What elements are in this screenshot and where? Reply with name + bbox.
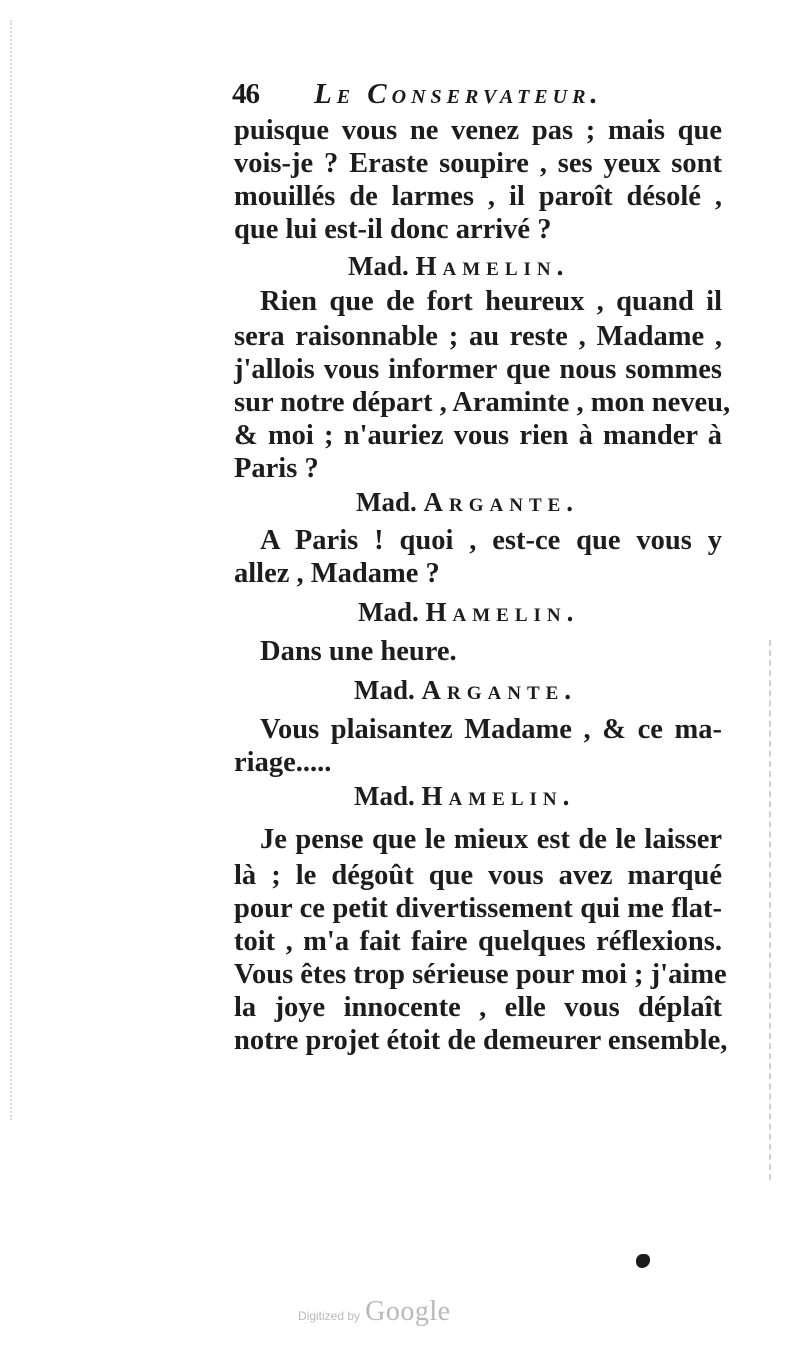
text-line: que lui est-il donc arrivé ? — [234, 214, 552, 245]
page-edge-right — [769, 640, 774, 1180]
text-line: notre projet étoit de demeurer ensemble, — [234, 1025, 728, 1056]
watermark-prefix: Digitized by — [298, 1309, 361, 1323]
text-line: & moi ; n'auriez vous rien à mander à — [234, 420, 722, 451]
speaker-heading — [356, 485, 579, 519]
text-line: là ; le dégoût que vous avez marqué — [234, 860, 722, 891]
speaker-prefix: Mad. — [354, 781, 422, 811]
speaker-prefix: Mad. — [348, 251, 416, 281]
page-edge-left — [10, 20, 14, 1120]
speaker-name: Argante. — [421, 675, 578, 705]
text-line: toit , m'a fait faire quelques réflexions. — [234, 926, 722, 957]
speaker-prefix: Mad. — [354, 675, 422, 705]
text-line: j'allois vous informer que nous sommes — [234, 354, 722, 385]
digitized-watermark — [298, 1296, 451, 1328]
text-line: sera raisonnable ; au reste , Madame , — [234, 321, 722, 352]
speaker-prefix: Mad. — [356, 487, 424, 517]
text-line: Je pense que le mieux est de le laisser — [260, 824, 722, 855]
text-line: pour ce petit divertissement qui me flat- — [234, 893, 722, 924]
text-line: riage..... — [234, 747, 332, 778]
speaker-prefix: Mad. — [358, 597, 426, 627]
page-number: 46 — [232, 78, 259, 110]
text-line: allez , Madame ? — [234, 558, 440, 589]
text-line: Dans une heure. — [260, 636, 457, 667]
speaker-heading — [348, 249, 569, 283]
watermark-brand: Google — [365, 1296, 451, 1327]
text-line: puisque vous ne venez pas ; mais que — [234, 115, 722, 146]
speaker-name: Hamelin. — [425, 597, 580, 627]
page-header — [232, 78, 682, 118]
text-line: la joye innocente , elle vous déplaît — [234, 992, 722, 1023]
speaker-heading — [354, 779, 575, 813]
ink-blot — [636, 1254, 650, 1268]
speaker-name: Hamelin. — [421, 781, 576, 811]
text-line: Rien que de fort heureux , quand il — [260, 286, 722, 317]
speaker-name: Hamelin. — [415, 251, 570, 281]
text-line: mouillés de larmes , il paroît désolé , — [234, 181, 722, 212]
speaker-heading — [354, 673, 577, 707]
text-line: vois-je ? Eraste soupire , ses yeux sont — [234, 148, 722, 179]
speaker-name: Argante. — [423, 487, 580, 517]
text-line: Vous plaisantez Madame , & ce ma- — [260, 714, 722, 745]
text-line: sur notre départ , Araminte , mon neveu, — [234, 387, 731, 418]
speaker-heading — [358, 595, 579, 629]
running-title: Le Conservateur. — [314, 78, 603, 110]
text-line: A Paris ! quoi , est-ce que vous y — [260, 525, 722, 556]
text-line: Vous êtes trop sérieuse pour moi ; j'aime — [234, 959, 727, 990]
text-line: Paris ? — [234, 453, 319, 484]
